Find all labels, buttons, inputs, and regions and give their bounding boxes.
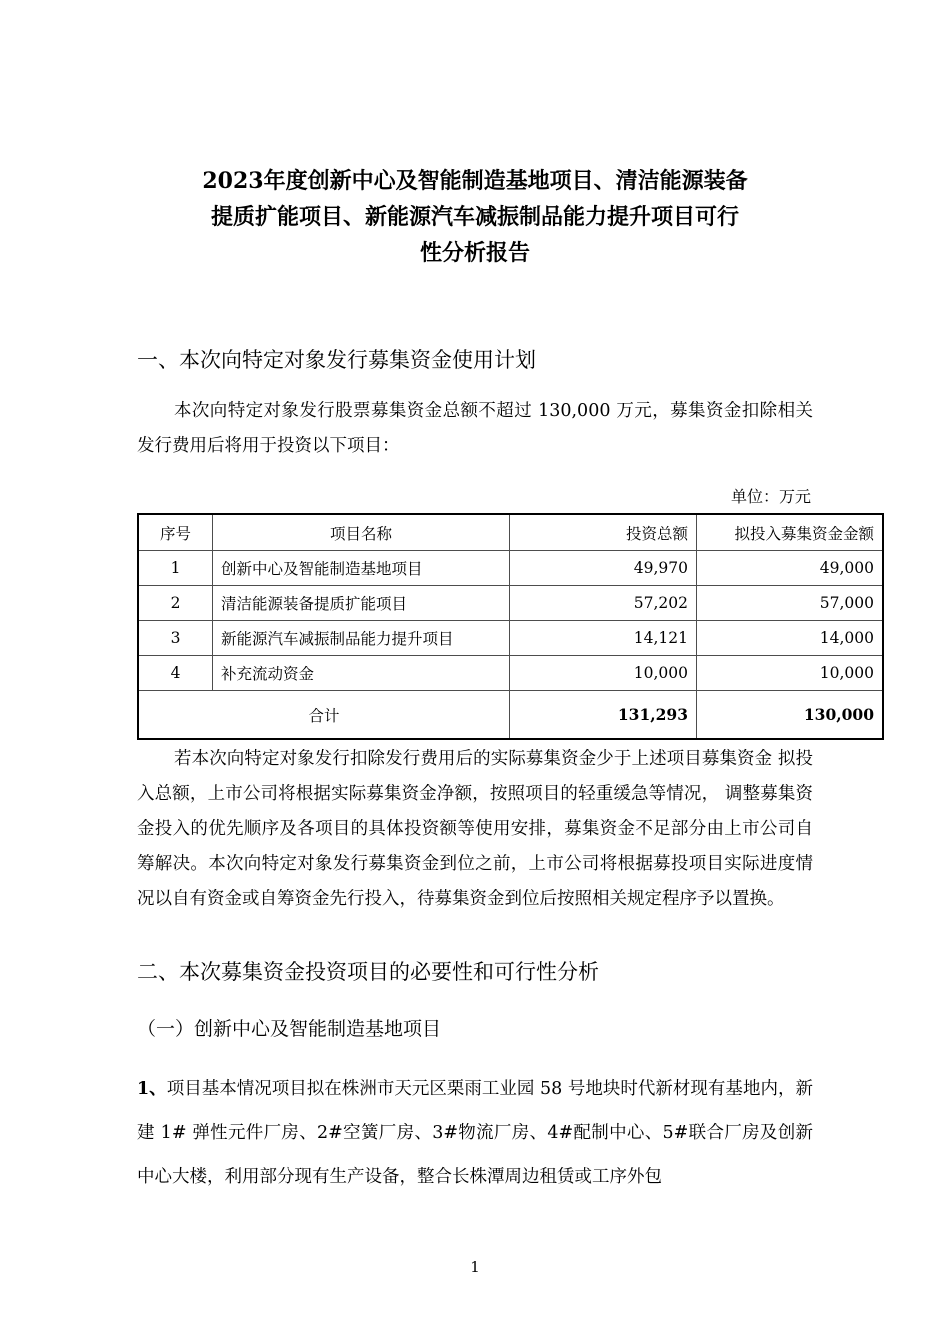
subsection-heading-one: （一）创新中心及智能制造基地项目: [137, 1018, 442, 1040]
page-number: 1: [470, 1258, 480, 1276]
cell-total: 10,000: [510, 656, 697, 691]
section-heading-two: 二、本次募集资金投资项目的必要性和可行性分析: [137, 960, 599, 984]
title-line-1: 年度创新中心及智能制造基地项目、清洁能源装备: [263, 168, 748, 194]
table-header: [138, 514, 883, 551]
section-heading-one: 一、本次向特定对象发行募集资金使用计划: [137, 348, 536, 372]
table-row: [138, 656, 883, 691]
cell-name: 清洁能源装备提质扩能项目: [213, 586, 510, 621]
cell-raise: 10,000: [697, 656, 884, 691]
cell-raise: 14,000: [697, 621, 884, 656]
cell-total-label: 合计: [138, 691, 510, 740]
cell-seq: 3: [138, 621, 213, 656]
table-row: [138, 551, 883, 586]
cell-raise: 57,000: [697, 586, 884, 621]
page-title: [137, 0, 813, 271]
cell-seq: 2: [138, 586, 213, 621]
title-year: 2023: [202, 168, 264, 194]
cell-total: 14,121: [510, 621, 697, 656]
column-header-name: 项目名称: [213, 514, 510, 551]
table-row: [138, 586, 883, 621]
cell-name: 创新中心及智能制造基地项目: [213, 551, 510, 586]
section-one-intro-paragraph: 本次向特定对象发行股票募集资金总额不超过 130,000 万元，募集资金扣除相关发行费用后将用于投资以下项目：: [137, 401, 813, 456]
cell-name: 补充流动资金: [213, 656, 510, 691]
fund-usage-table: [137, 513, 884, 740]
title-line-3: 性分析报告: [419, 240, 530, 266]
item-one-text: 项目基本情况项目拟在株洲市天元区栗雨工业园 58 号地块时代新材现有基地内，新建 1# 弹性元件厂房、2#空簧厂房、3#物流厂房、4#配制中心、5#联合厂房及创新中心大楼，利用部分现有生产设备，整合长株潭周边租赁或工序外包: [137, 1079, 813, 1187]
table-unit-label: 单位：万元: [730, 487, 811, 506]
item-one-number: 1、: [137, 1079, 167, 1099]
table-header-row: [138, 514, 883, 551]
section-one-followup-paragraph: 若本次向特定对象发行扣除发行费用后的实际募集资金少于上述项目募集资金 拟投入总额，上市公司将根据实际募集资金净额，按照项目的轻重缓急等情况， 调整募集资金投入的优先顺序及各项目的具体投资额等使用安排，募集资金不足部分由上市公司自筹解决。本次向特定对象发行募集资金到位之前，上市公司将根据募投项目实际进度情况以自有资金或自筹资金先行投入，待募集资金到位后按照相关规定程序予以置换。: [137, 749, 813, 909]
cell-raise-sum: 130,000: [697, 691, 884, 740]
cell-name: 新能源汽车减振制品能力提升项目: [213, 621, 510, 656]
cell-seq: 4: [138, 656, 213, 691]
cell-total-sum: 131,293: [510, 691, 697, 740]
column-header-raise: 拟投入募集资金金额: [697, 514, 884, 551]
table-total-row: [138, 691, 883, 740]
cell-total: 57,202: [510, 586, 697, 621]
cell-raise: 49,000: [697, 551, 884, 586]
cell-total: 49,970: [510, 551, 697, 586]
table-body: [138, 551, 883, 740]
column-header-seq: 序号: [138, 514, 213, 551]
table-row: [138, 621, 883, 656]
title-line-2: 提质扩能项目、新能源汽车减振制品能力提升项目可行: [210, 204, 739, 230]
column-header-total: 投资总额: [510, 514, 697, 551]
item-one-paragraph: [137, 1067, 813, 1199]
cell-seq: 1: [138, 551, 213, 586]
